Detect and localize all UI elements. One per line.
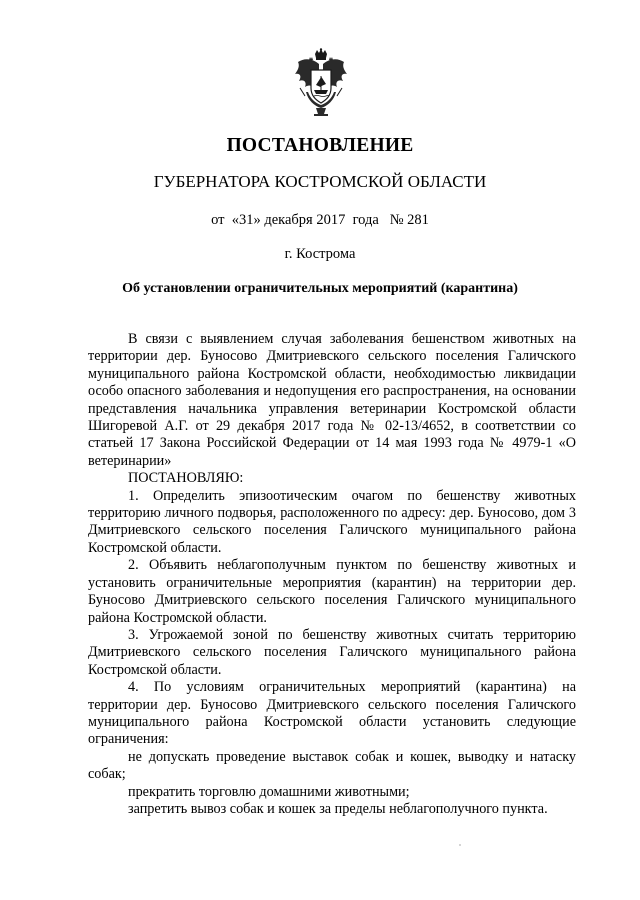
date-number-line: от «31» декабря 2017 года № 281 [211,212,429,228]
document-type-title: ПОСТАНОВЛЕНИЕ [226,135,414,156]
preamble-paragraph: В связи с выявлением случая заболевания бешенством животных на территории дер. Буносово Дмитриевского сельского поселения Галичского муниципального района Костромской области, необходимостью ликвидации особо опасного заболевания и недопущения его распространения, на основании представления начальника управления ветеринарии Костромской области Шигоревой А.Г. от 29 декабря 2017 года № 02-13/4652, в соответствии со статьей 17 Закона Российской Федерации от 14 мая 1993 года № 4979-1 «О ветеринарии» [88,331,576,469]
city-line: г. Кострома [284,246,356,262]
restriction-1: не допускать проведение выставок собак и кошек, выводку и натаску собак; [88,748,576,783]
item-4-paragraph: 4. По условиям ограничительных мероприятий (карантина) на территории дер. Буносово Дмитриевского сельского поселения Галичского муниципального района Костромской области установить следующие ограничения: [88,679,576,748]
item-3-paragraph: 3. Угрожаемой зоной по бешенству животных считать территорию Дмитриевского сельского поселения Галичского муниципального района Костромской области. [88,626,576,678]
document-body [88,331,576,818]
item-2-paragraph: 2. Объявить неблагополучным пунктом по бешенству животных и установить ограничительные мероприятия (карантин) на территории дер. Буносово Дмитриевского сельского поселения Галичского муниципального района Костромской области. [88,557,576,626]
scan-speck [459,844,461,846]
restriction-3: запретить вывоз собак и кошек за пределы неблагополучного пункта. [128,800,548,817]
restriction-2: прекратить торговлю домашними животными; [128,783,410,800]
item-1-paragraph: 1. Определить эпизоотическим очагом по бешенству животных территорию личного подворья, расположенного по адресу: дер. Буносово, дом 3 Дмитриевского сельского поселения Галичского муниципального района Костромской области. [88,487,576,556]
decree-word: ПОСТАНОВЛЯЮ: [128,470,244,487]
document-subject: Об установлении ограничительных мероприятий (карантина) [122,281,518,296]
issuer-line: ГУБЕРНАТОРА КОСТРОМСКОЙ ОБЛАСТИ [153,172,487,191]
coat-of-arms-icon [292,48,350,118]
